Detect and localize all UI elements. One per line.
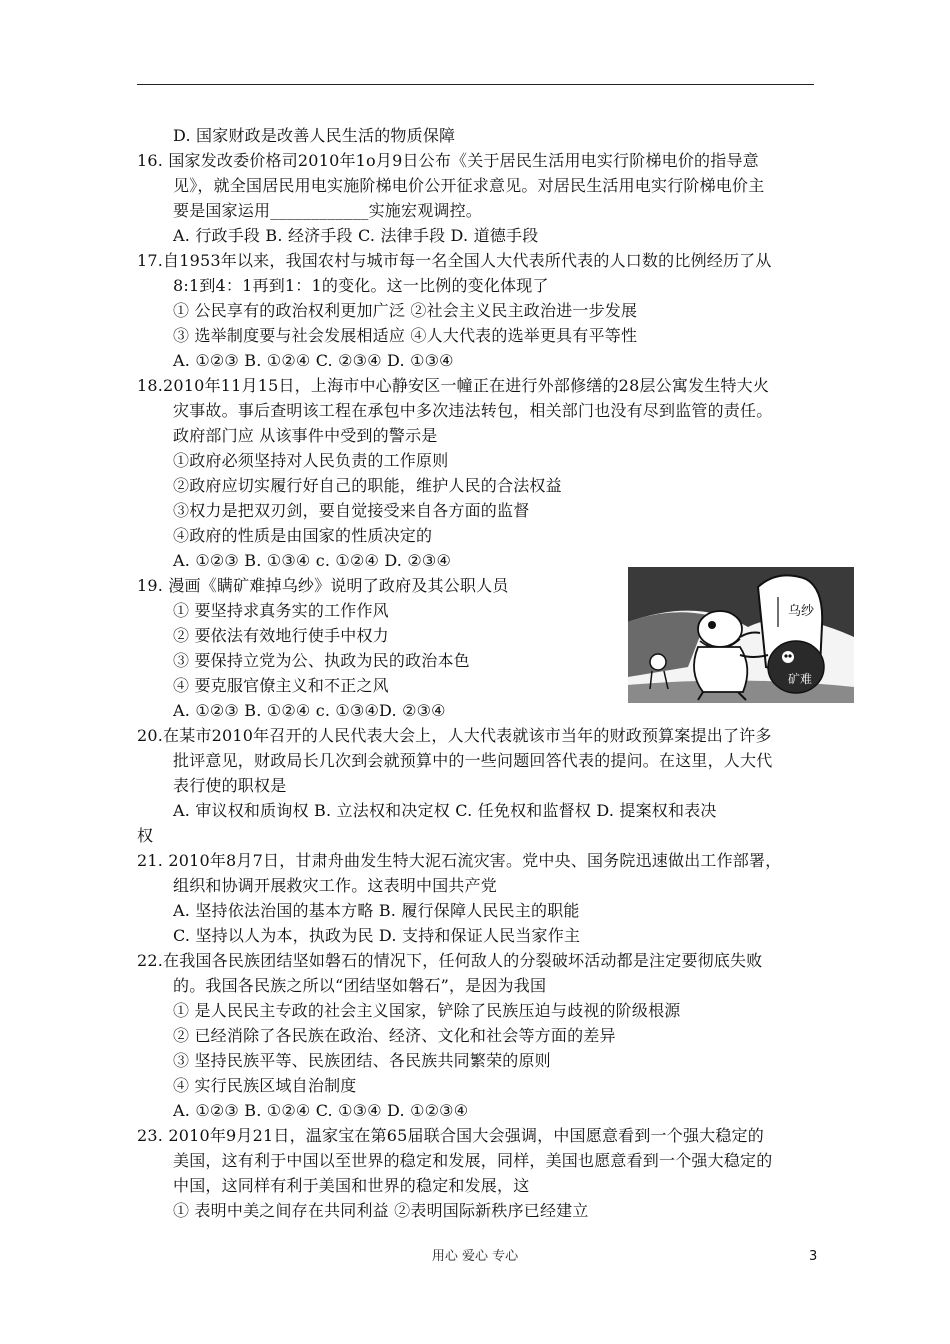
statement-line: ②政府应切实履行好自己的职能，维护人民的合法权益 bbox=[173, 476, 562, 495]
answer-options: A. ①②③ B. ①②④ c. ①③④D. ②③④ bbox=[173, 701, 446, 720]
text-line: 批评意见，财政局长几次到会就预算中的一些问题回答代表的提问。在这里，人大代 bbox=[173, 751, 773, 770]
text-line: 权 bbox=[137, 826, 154, 845]
statement-line: ③ 要保持立党为公、执政为民的政治本色 bbox=[173, 651, 470, 670]
text-line: 见》，就全国居民用电实施阶梯电价公开征求意见。对居民生活用电实行阶梯电价主 bbox=[173, 176, 765, 195]
answer-options: A. ①②③ B. ①②④ C. ②③④ D. ①③④ bbox=[173, 351, 454, 370]
text-line: 美国，这有利于中国以至世界的稳定和发展，同样，美国也愿意看到一个强大稳定的 bbox=[173, 1151, 773, 1170]
statement-line: ③权力是把双刃剑，要自觉接受来自各方面的监督 bbox=[173, 501, 530, 520]
rock-label: 矿难 bbox=[788, 672, 813, 686]
statement-line: ③ 坚持民族平等、民族团结、各民族共同繁荣的原则 bbox=[173, 1051, 551, 1070]
answer-options: A. 审议权和质询权 B. 立法权和决定权 C. 任免权和监督权 D. 提案权和表决 bbox=[173, 801, 717, 820]
text-line: D. 国家财政是改善人民生活的物质保障 bbox=[173, 126, 456, 145]
answer-options: A. ①②③ B. ①②④ C. ①③④ D. ①②③④ bbox=[173, 1101, 469, 1120]
statement-line: ① 是人民民主专政的社会主义国家，铲除了民族压迫与歧视的阶级根源 bbox=[173, 1001, 681, 1020]
text-line: 政府部门应 从该事件中受到的警示是 bbox=[173, 426, 438, 445]
question-18: 18.2010年11月15日，上海市中心静安区一幢正在进行外部修缮的28层公寓发生特大火 bbox=[137, 376, 770, 395]
question-17: 17.自1953年以来，我国农村与城市每一名全国人大代表所代表的人口数的比例经历了从 bbox=[137, 251, 772, 270]
page-number: 3 bbox=[809, 1249, 818, 1264]
text-line: 8:1到4：1再到1：1的变化。这一比例的变化体现了 bbox=[173, 276, 549, 295]
header-rule bbox=[137, 84, 814, 85]
hat-label: 乌纱 bbox=[788, 604, 815, 619]
answer-options: C. 坚持以人为本，执政为民 D. 支持和保证人民当家作主 bbox=[173, 926, 581, 945]
statement-line: ④ 要克服官僚主义和不正之风 bbox=[173, 676, 389, 695]
text-line: 要是国家运用____________实施宏观调控。 bbox=[173, 201, 483, 220]
text-line: 的。我国各民族之所以“团结坚如磐石”，是因为我国 bbox=[173, 976, 547, 995]
text-line: 组织和协调开展救灾工作。这表明中国共产党 bbox=[173, 876, 498, 895]
answer-options: A. 行政手段 B. 经济手段 C. 法律手段 D. 道德手段 bbox=[173, 226, 539, 245]
question-19: 19. 漫画《瞒矿难掉乌纱》说明了政府及其公职人员 bbox=[137, 576, 509, 595]
text-line: 表行使的职权是 bbox=[173, 776, 287, 795]
text-line: 灾事故。事后查明该工程在承包中多次违法转包，相关部门也没有尽到监管的责任。 bbox=[173, 401, 773, 420]
text-line: 中国，这同样有利于美国和世界的稳定和发展，这 bbox=[173, 1176, 530, 1195]
cartoon-image bbox=[628, 567, 854, 703]
statement-line: ② 要依法有效地行使手中权力 bbox=[173, 626, 389, 645]
answer-options: A. 坚持依法治国的基本方略 B. 履行保障人民民主的职能 bbox=[173, 901, 580, 920]
question-22: 22.在我国各民族团结坚如磐石的情况下，任何敌人的分裂破坏活动都是注定要彻底失败 bbox=[137, 951, 763, 970]
statement-line: ④政府的性质是由国家的性质决定的 bbox=[173, 526, 433, 545]
answer-options: A. ①②③ B. ①③④ c. ①②④ D. ②③④ bbox=[173, 551, 452, 570]
statement-line: ③ 选举制度要与社会发展相适应 ④人大代表的选举更具有平等性 bbox=[173, 326, 638, 345]
statement-line: ①政府必须坚持对人民负责的工作原则 bbox=[173, 451, 449, 470]
question-16: 16. 国家发改委价格司2010年1o月9日公布《关于居民生活用电实行阶梯电价的指导意 bbox=[137, 151, 759, 170]
question-23: 23. 2010年9月21日，温家宝在第65届联合国大会强调，中国愿意看到一个强大稳定的 bbox=[137, 1126, 764, 1145]
statement-line: ④ 实行民族区域自治制度 bbox=[173, 1076, 357, 1095]
statement-line: ① 表明中美之间存在共同利益 ②表明国际新秩序已经建立 bbox=[173, 1201, 589, 1220]
question-20: 20.在某市2010年召开的人民代表大会上，人大代表就该市当年的财政预算案提出了许多 bbox=[137, 726, 772, 745]
question-21: 21. 2010年8月7日，甘肃舟曲发生特大泥石流灾害。党中央、国务院迅速做出工作部署， bbox=[137, 851, 782, 870]
statement-line: ① 公民享有的政治权利更加广泛 ②社会主义民主政治进一步发展 bbox=[173, 301, 638, 320]
page-footer: 用心 爱心 专心 bbox=[431, 1249, 519, 1264]
statement-line: ① 要坚持求真务实的工作作风 bbox=[173, 601, 389, 620]
statement-line: ② 已经消除了各民族在政治、经济、文化和社会等方面的差异 bbox=[173, 1026, 616, 1045]
